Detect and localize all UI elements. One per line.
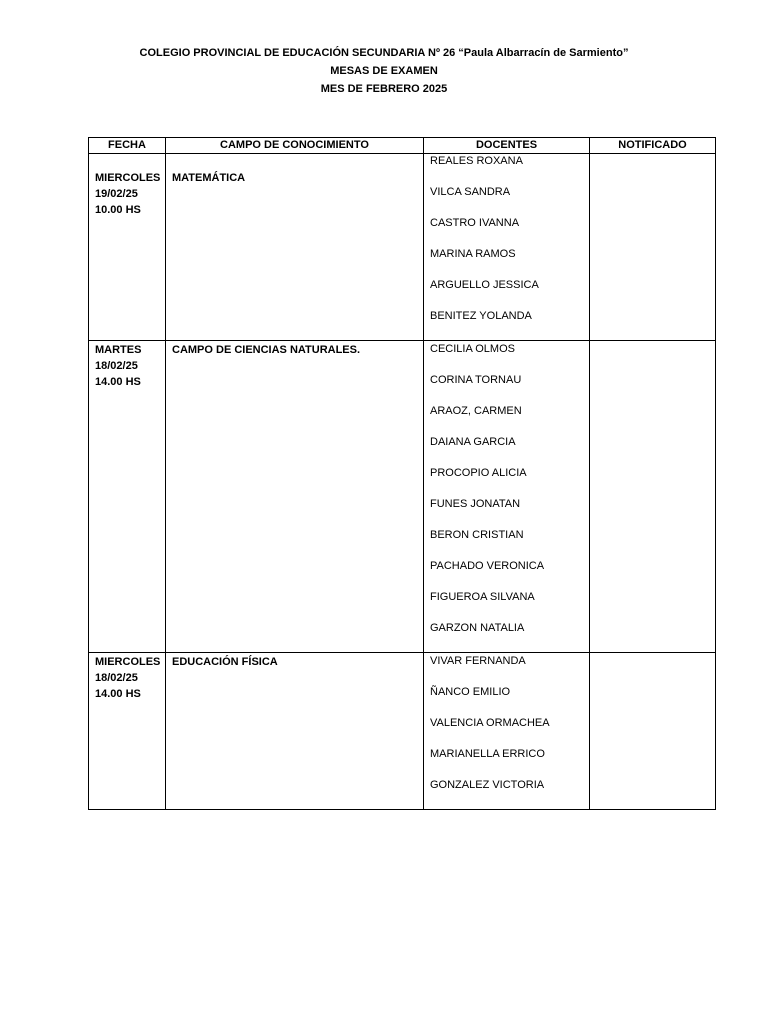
docente-name: FUNES JONATAN — [430, 498, 521, 510]
campo-cell: MATEMÁTICA — [166, 154, 424, 341]
fecha-day: MIERCOLES — [95, 172, 161, 184]
fecha-time: 10.00 HS — [95, 204, 141, 216]
table-row — [89, 341, 716, 653]
fecha-date: 18/02/25 — [95, 360, 138, 372]
docente-name: ARGUELLO JESSICA — [430, 279, 539, 291]
table-row — [89, 653, 716, 810]
docente-name: DAIANA GARCIA — [430, 436, 516, 448]
docente-name: CECILIA OLMOS — [430, 343, 515, 355]
column-header-campo: CAMPO DE CONOCIMIENTO — [166, 138, 424, 154]
fecha-cell — [89, 653, 166, 810]
docente-name: CASTRO IVANNA — [430, 217, 520, 229]
docentes-cell — [424, 653, 590, 810]
document-header — [0, 44, 768, 98]
docente-name: MARINA RAMOS — [430, 248, 516, 260]
fecha-date: 19/02/25 — [95, 188, 138, 200]
table-row — [89, 154, 716, 341]
docente-name: MARIANELLA ERRICO — [430, 748, 545, 760]
docente-name: REALES ROXANA — [430, 155, 523, 167]
fecha-time: 14.00 HS — [95, 688, 141, 700]
exam-schedule-table — [88, 137, 716, 810]
docentes-cell — [424, 154, 590, 341]
docente-name: ARAOZ, CARMEN — [430, 405, 522, 417]
fecha-cell — [89, 341, 166, 653]
column-header-fecha: FECHA — [89, 138, 166, 154]
fecha-time: 14.00 HS — [95, 376, 141, 388]
docente-name: FIGUEROA SILVANA — [430, 591, 535, 603]
table-header-row — [89, 138, 716, 154]
docente-name: GONZALEZ VICTORIA — [430, 779, 545, 791]
notificado-cell — [590, 653, 716, 810]
docente-name: VIVAR FERNANDA — [430, 655, 526, 667]
docente-name: ÑANCO EMILIO — [430, 686, 511, 698]
docente-name: BENITEZ YOLANDA — [430, 310, 532, 322]
docente-name: CORINA TORNAU — [430, 374, 522, 386]
fecha-day: MARTES — [95, 344, 142, 356]
fecha-cell — [89, 154, 166, 341]
docente-name: VALENCIA ORMACHEA — [430, 717, 550, 729]
document-subtitle: MES DE FEBRERO 2025 — [320, 83, 448, 95]
notificado-cell — [590, 154, 716, 341]
docente-name: BERON CRISTIAN — [430, 529, 524, 541]
campo-cell: EDUCACIÓN FÍSICA — [166, 653, 424, 810]
docente-name: VILCA SANDRA — [430, 186, 511, 198]
document-title: MESAS DE EXAMEN — [330, 65, 438, 77]
column-header-docentes: DOCENTES — [424, 138, 590, 154]
docente-name: PACHADO VERONICA — [430, 560, 545, 572]
campo-cell: CAMPO DE CIENCIAS NATURALES. — [166, 341, 424, 653]
column-header-notificado: NOTIFICADO — [590, 138, 716, 154]
docente-name: GARZON NATALIA — [430, 622, 525, 634]
fecha-date: 18/02/25 — [95, 672, 138, 684]
fecha-day: MIERCOLES — [95, 656, 161, 668]
docentes-cell — [424, 341, 590, 653]
school-name: COLEGIO PROVINCIAL DE EDUCACIÓN SECUNDARIA Nº 26 “Paula Albarracín de Sarmiento” — [139, 47, 629, 59]
notificado-cell — [590, 341, 716, 653]
docente-name: PROCOPIO ALICIA — [430, 467, 527, 479]
